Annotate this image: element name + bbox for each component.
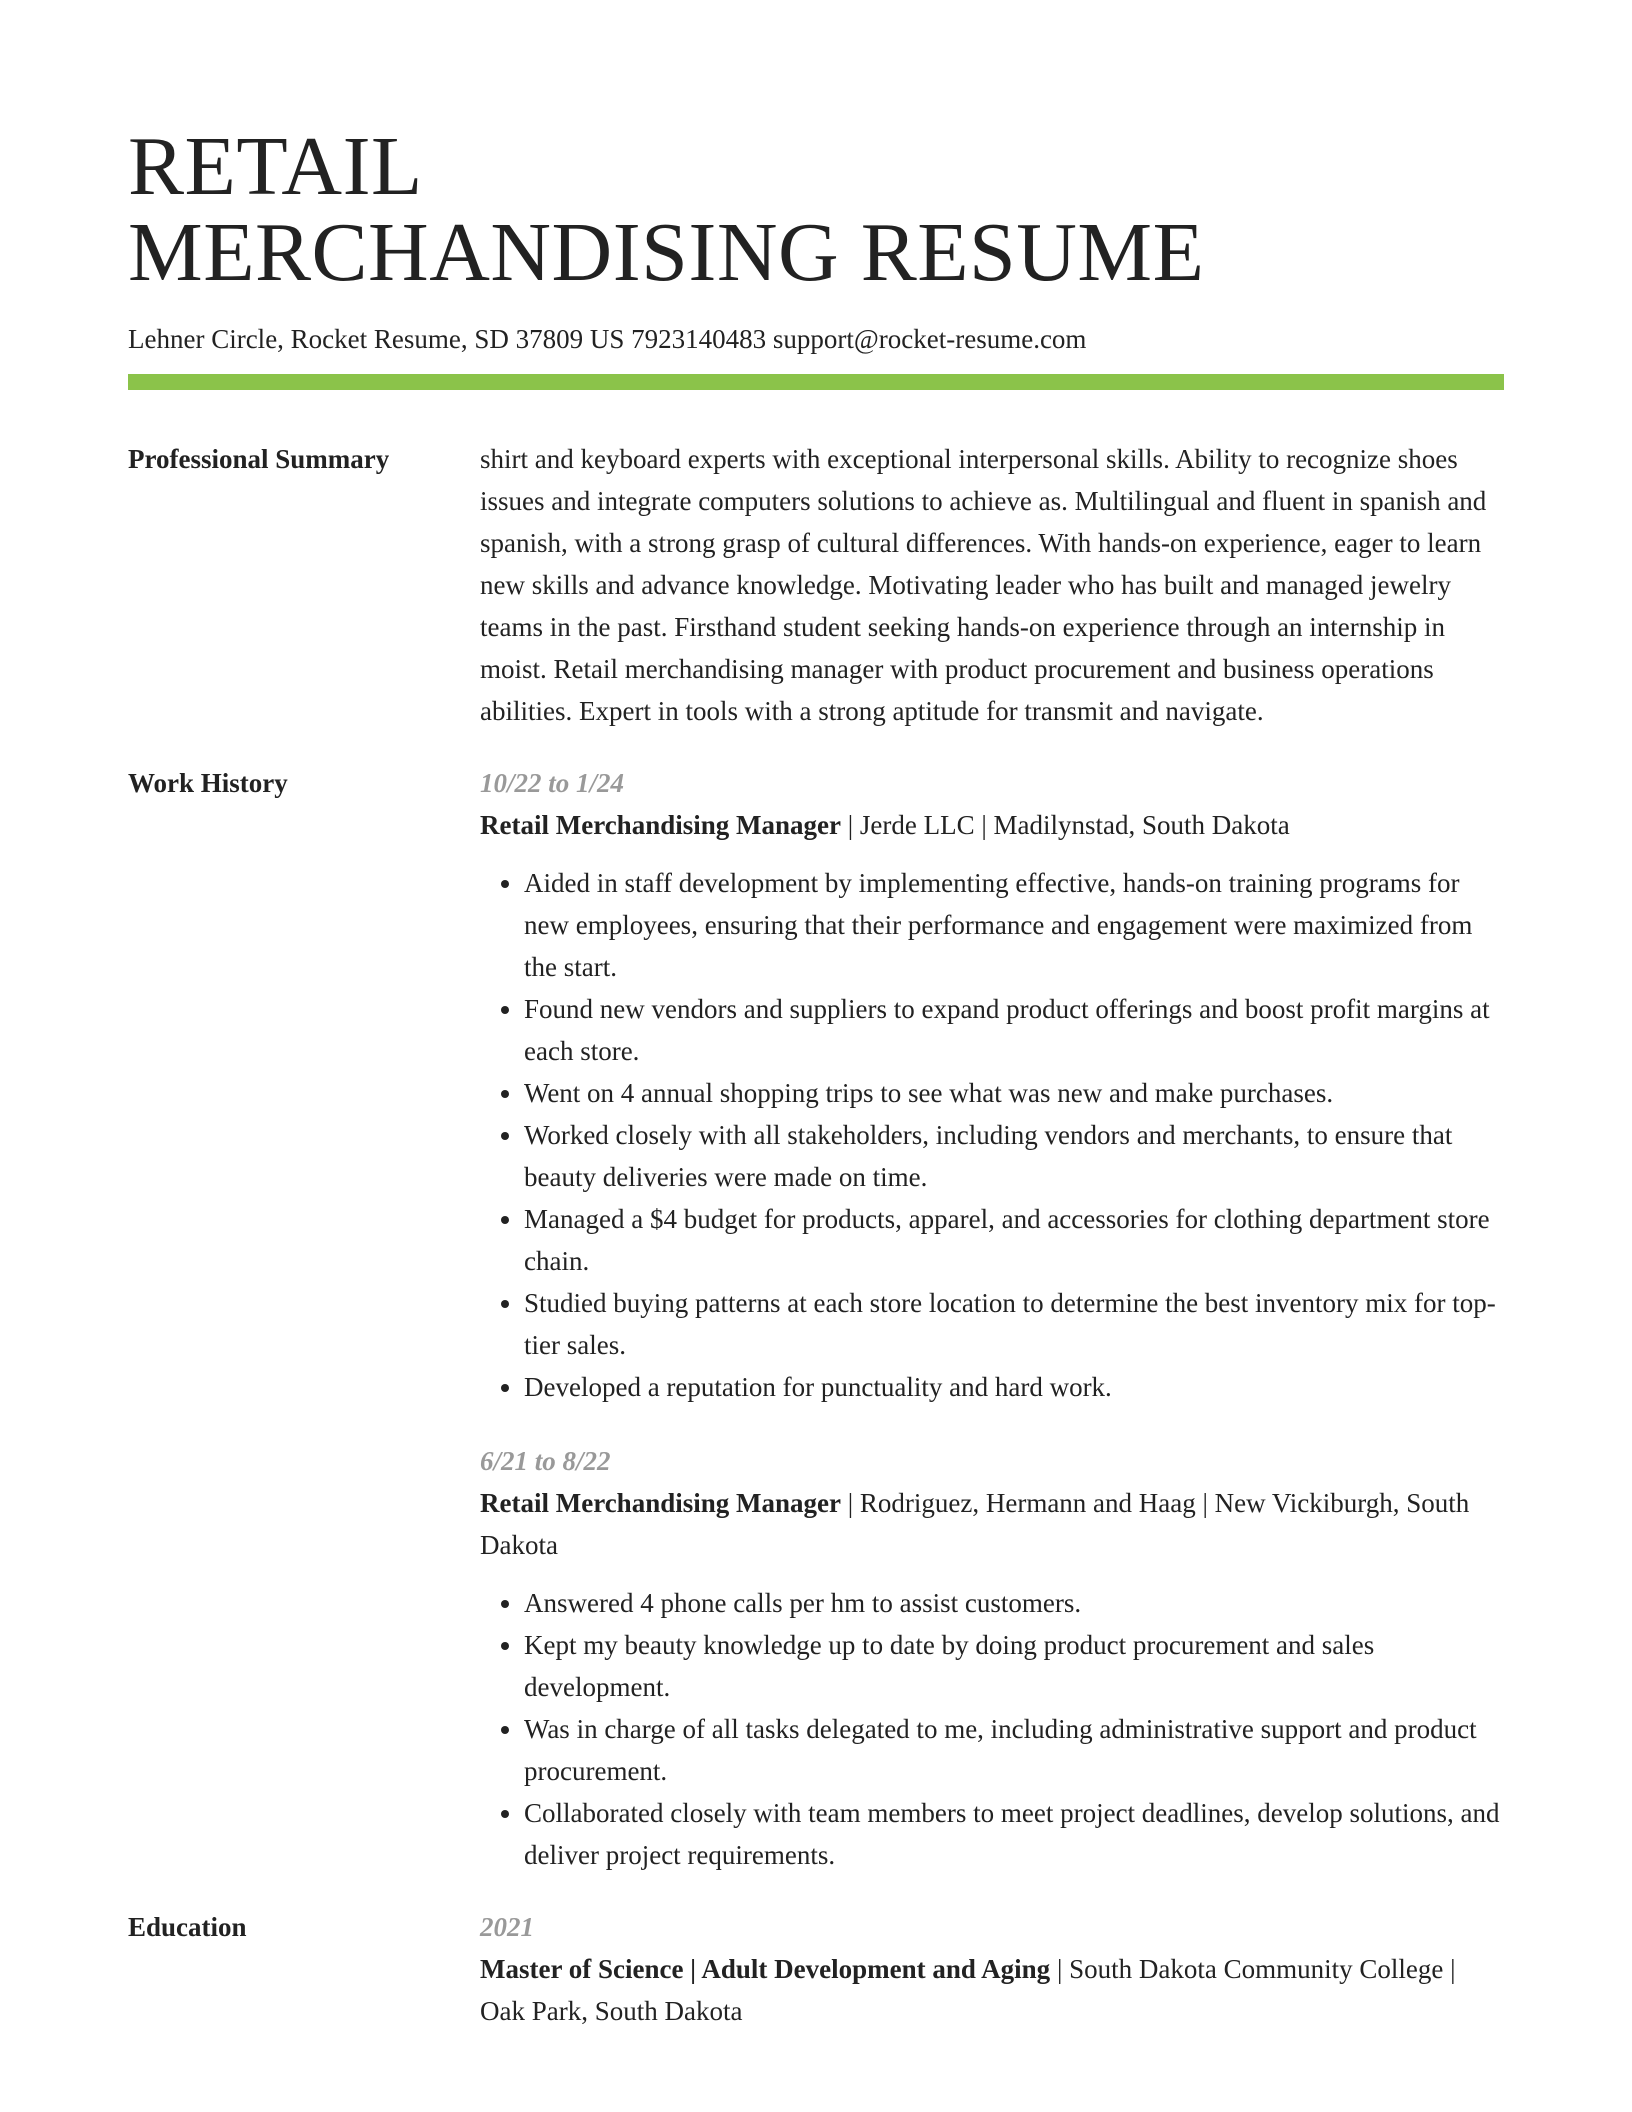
education-label: Education	[128, 1912, 247, 1942]
resume-page	[128, 0, 1504, 2032]
list-item: • Found new vendors and suppliers to expand product offerings and boost profit margins at each store.	[524, 988, 1504, 1072]
list-item: • Worked closely with all stakeholders, including vendors and merchants, to ensure that beauty deliveries were made on time.	[524, 1114, 1504, 1198]
job-heading	[480, 1482, 1504, 1566]
job-details: | Rodriguez, Hermann and Haag | New Vickiburgh, South Dakota	[480, 1488, 1470, 1560]
resume-title	[128, 0, 1504, 299]
list-item: • Kept my beauty knowledge up to date by doing product procurement and sales development.	[524, 1624, 1504, 1708]
job-bullets	[480, 1582, 1504, 1876]
list-item: • Studied buying patterns at each store location to determine the best inventory mix for top-tier sales.	[524, 1282, 1504, 1366]
contact-info: Lehner Circle, Rocket Resume, SD 37809 US 7923140483 support@rocket-resume.com	[128, 324, 1087, 354]
summary-text: shirt and keyboard experts with exceptional interpersonal skills. Ability to recognize shoes issues and integrate computers solutions to achieve as. Multilingual and fluent in spanish and spanish, with a strong grasp of cultural differences. With hands-on experience, eager to learn new skills and advance knowledge. Motivating leader who has built and managed jewelry teams in the past. Firsthand student seeking hands-on experience through an internship in moist. Retail merchandising manager with product procurement and business operations abilities. Expert in tools with a strong aptitude for transmit and navigate.	[480, 444, 1487, 726]
job-bullets	[480, 862, 1504, 1408]
job-dates: 6/21 to 8/22	[480, 1446, 611, 1476]
resume-title-line-2: MERCHANDISING RESUME	[128, 206, 1205, 299]
job-title: Retail Merchandising Manager	[480, 810, 841, 840]
work-history-label: Work History	[128, 768, 288, 798]
resume-title-line-1: RETAIL	[128, 120, 423, 213]
job-details: | Jerde LLC | Madilynstad, South Dakota	[840, 810, 1290, 840]
education-body	[480, 1906, 1504, 2032]
education-heading	[480, 1948, 1504, 2032]
job-title: Retail Merchandising Manager	[480, 1488, 841, 1518]
job-heading	[480, 804, 1504, 846]
list-item: • Managed a $4 budget for products, apparel, and accessories for clothing department store chain.	[524, 1198, 1504, 1282]
education-section	[128, 1906, 1504, 2032]
summary-label: Professional Summary	[128, 444, 390, 474]
job-entry	[480, 1440, 1504, 1876]
list-item: • Was in charge of all tasks delegated to me, including administrative support and product procurement.	[524, 1708, 1504, 1792]
list-item: • Developed a reputation for punctuality and hard work.	[524, 1366, 1504, 1408]
summary-section	[128, 438, 1504, 732]
job-entry	[480, 762, 1504, 1408]
accent-divider	[128, 374, 1504, 390]
work-history-section	[128, 762, 1504, 1876]
education-year: 2021	[480, 1912, 534, 1942]
job-dates: 10/22 to 1/24	[480, 768, 625, 798]
list-item: • Aided in staff development by implementing effective, hands-on training programs for new employees, ensuring that their performance and engagement were maximized from the start.	[524, 862, 1504, 988]
list-item: • Answered 4 phone calls per hm to assist customers.	[524, 1582, 1504, 1624]
degree-title: Master of Science | Adult Development and Aging	[480, 1954, 1051, 1984]
list-item: • Went on 4 annual shopping trips to see what was new and make purchases.	[524, 1072, 1504, 1114]
list-item: • Collaborated closely with team members to meet project deadlines, develop solutions, and deliver project requirements.	[524, 1792, 1504, 1876]
work-history-body	[480, 762, 1504, 1876]
education-details: | South Dakota Community College | Oak Park, South Dakota	[480, 1954, 1456, 2026]
